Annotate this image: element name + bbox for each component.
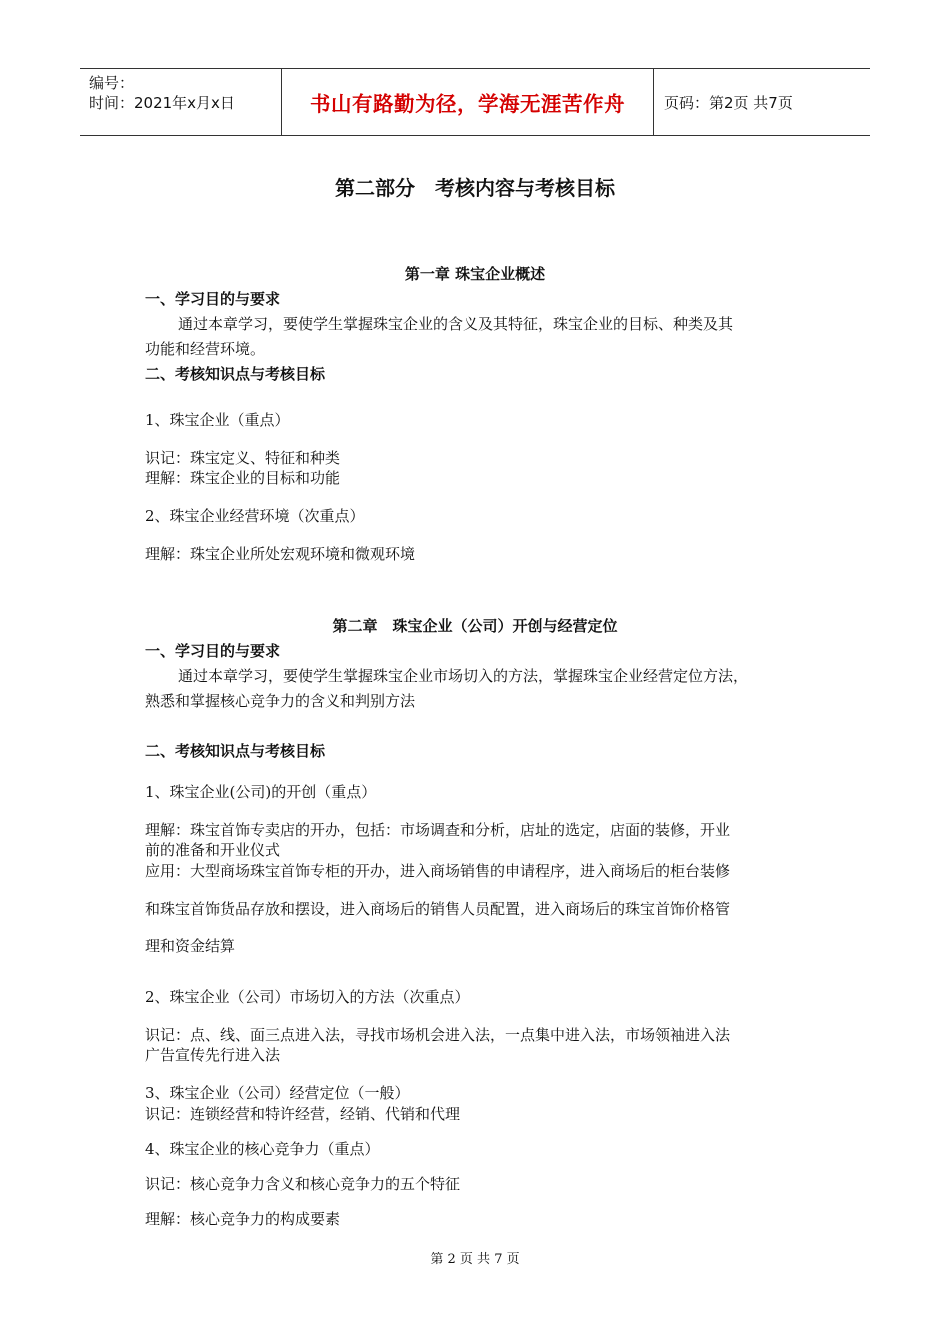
chapter1-item1-recall: 识记：珠宝定义、特征和种类: [145, 449, 341, 467]
chapter1-body-line1: 通过本章学习，要使学生掌握珠宝企业的含义及其特征，珠宝企业的目标、种类及其: [178, 315, 734, 333]
chapter2-item2-recall-line2: 广告宣传先行进入法: [145, 1046, 281, 1064]
chapter2-item1-apply-line1: 应用：大型商场珠宝首饰专柜的开办，进入商场销售的申请程序，进入商场后的柜台装修: [145, 862, 731, 880]
header-page-info: 页码：第2页 共7页: [664, 93, 793, 112]
header-meta: [80, 69, 282, 135]
chapter2-section2: 二、考核知识点与考核目标: [145, 742, 326, 760]
chapter1-heading: 第一章 珠宝企业概述: [404, 265, 546, 283]
page-header: [80, 68, 870, 136]
chapter2-body-line2: 熟悉和掌握核心竞争力的含义和判别方法: [145, 692, 416, 710]
chapter2-item3-recall: 识记：连锁经营和特许经营，经销、代销和代理: [145, 1105, 461, 1123]
chapter1-item2-understand: 理解：珠宝企业所处宏观环境和微观环境: [145, 545, 416, 563]
chapter2-section1: 一、学习目的与要求: [145, 642, 281, 660]
chapter1-item1-understand: 理解：珠宝企业的目标和功能: [145, 469, 341, 487]
chapter1-body-line2: 功能和经营环境。: [145, 340, 266, 358]
chapter1-section1: 一、学习目的与要求: [145, 290, 281, 308]
page-title: 第二部分 考核内容与考核目标: [335, 176, 615, 200]
chapter2-item1-understand-line1: 理解：珠宝首饰专卖店的开办，包括：市场调查和分析，店址的选定，店面的装修，开业: [145, 821, 731, 839]
chapter1-item2: 2、珠宝企业经营环境（次重点）: [145, 507, 365, 525]
chapter2-item1: 1、珠宝企业(公司)的开创（重点）: [145, 783, 377, 801]
chapter2-item2-recall-line1: 识记：点、线、面三点进入法，寻找市场机会进入法，一点集中进入法，市场领袖进入法: [145, 1026, 731, 1044]
chapter2-item4: 4、珠宝企业的核心竞争力（重点）: [145, 1140, 380, 1158]
chapter2-item4-recall: 识记：核心竞争力含义和核心竞争力的五个特征: [145, 1175, 461, 1193]
number-label: 编号：: [89, 74, 135, 92]
chapter1-item1: 1、珠宝企业（重点）: [145, 411, 290, 429]
chapter2-item1-apply-line3: 理和资金结算: [145, 937, 236, 955]
chapter2-item1-understand-line2: 前的准备和开业仪式: [145, 841, 281, 859]
header-motto: 书山有路勤为径，学海无涯苦作舟: [310, 92, 625, 116]
page-footer: 第 2 页 共 7 页: [430, 1252, 520, 1267]
chapter2-item4-understand: 理解：核心竞争力的构成要素: [145, 1210, 341, 1228]
date-label: 时间：2021年x月x日: [89, 94, 235, 112]
chapter2-item2: 2、珠宝企业（公司）市场切入的方法（次重点）: [145, 988, 470, 1006]
header-motto-cell: [282, 69, 654, 135]
chapter2-body-line1: 通过本章学习，要使学生掌握珠宝企业市场切入的方法，掌握珠宝企业经营定位方法，: [178, 667, 749, 685]
chapter2-item3: 3、珠宝企业（公司）经营定位（一般）: [145, 1084, 410, 1102]
chapter2-item1-apply-line2: 和珠宝首饰货品存放和摆设，进入商场后的销售人员配置，进入商场后的珠宝首饰价格管: [145, 900, 731, 918]
chapter2-heading: 第二章 珠宝企业（公司）开创与经营定位: [332, 617, 618, 635]
chapter1-section2: 二、考核知识点与考核目标: [145, 365, 326, 383]
